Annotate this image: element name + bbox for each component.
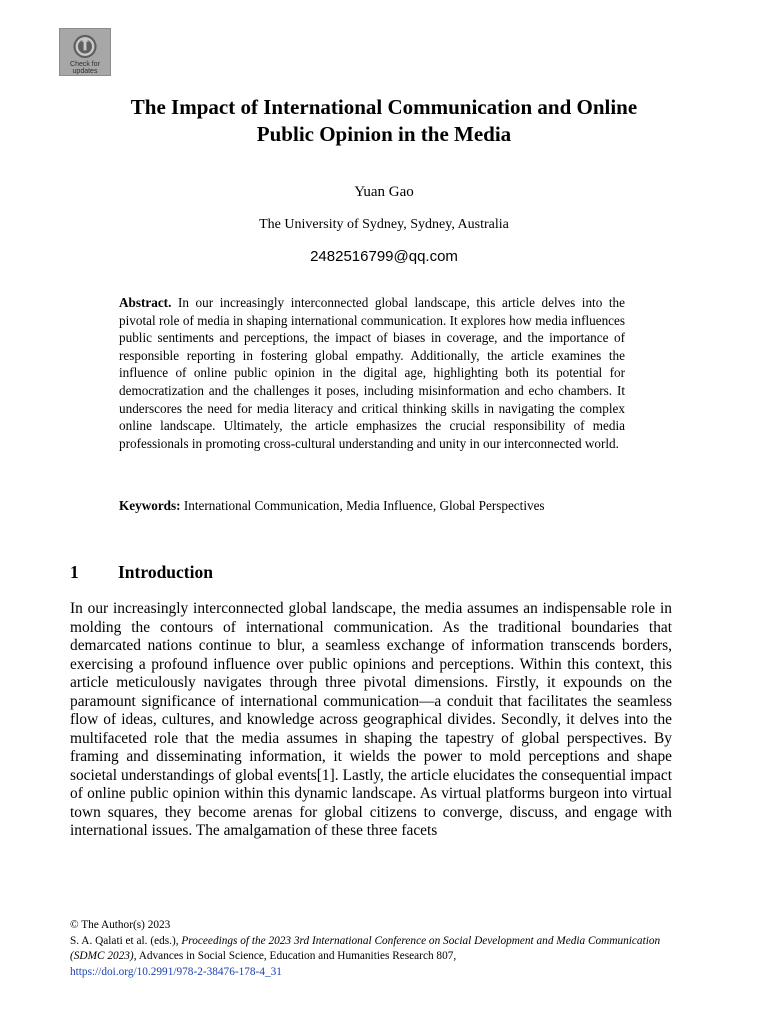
paper-title xyxy=(40,94,728,148)
body-paragraph: In our increasingly interconnected global landscape, the media assumes an indispensable role in molding the contours of international communication. As the traditional boundaries that demarcated nations continue to blur, a seamless exchange of information transcends borders, exercising a profound influence over public opinions and perceptions. Within this context, this article meticulously navigates through three pivotal dimensions. Firstly, it expounds on the paramount significance of international communication—a conduit that facilitates the seamless flow of ideas, cultures, and knowledge across geographical divides. Secondly, it delves into the multifaceted role that the media assumes in shaping the tapestry of global perspectives. By framing and disseminating information, it wields the power to mold perceptions and shape societal understandings of global events[1]. Lastly, the article elucidates the consequential impact of online public opinion within this dynamic landscape. As virtual platforms burgeon into virtual town squares, they become arenas for global citizens to converge, discuss, and engage with international issues. The amalgamation of these three facets xyxy=(70,600,672,839)
keywords xyxy=(119,497,625,515)
citation-series: , Advances in Social Science, Education and Humanities Research 807, xyxy=(133,950,457,963)
section-title: Introduction xyxy=(118,562,213,582)
check-for-updates-label: Check for updates xyxy=(70,61,100,75)
abstract-label: Abstract. xyxy=(119,295,172,310)
abstract xyxy=(119,294,625,452)
check-for-updates-icon xyxy=(71,33,99,60)
footnote xyxy=(70,918,690,980)
copyright-line: © The Author(s) 2023 xyxy=(70,919,171,931)
author-email[interactable]: 2482516799@qq.com xyxy=(310,248,458,265)
check-for-updates-badge[interactable] xyxy=(59,28,111,76)
citation-editors: S. A. Qalati et al. (eds.), xyxy=(70,934,182,947)
author-name: Yuan Gao xyxy=(354,184,414,200)
paper-title-line-2: Public Opinion in the Media xyxy=(256,122,512,146)
author-affiliation: The University of Sydney, Sydney, Australia xyxy=(259,217,509,232)
section-number: 1 xyxy=(70,562,79,582)
keywords-label: Keywords: xyxy=(119,498,181,513)
citation-proceedings: Proceedings of the 2023 3rd International Conference on Social Development and Media Communication (SDMC 2023) xyxy=(70,934,661,963)
keywords-text: International Communication, Media Influence, Global Perspectives xyxy=(180,498,545,513)
citation-line xyxy=(70,934,690,965)
doi-link[interactable]: https://doi.org/10.2991/978-2-38476-178-4_31 xyxy=(70,965,282,978)
paper-title-line-1: The Impact of International Communication and Online xyxy=(130,95,638,119)
abstract-text: In our increasingly interconnected global landscape, this article delves into the pivotal role of media in shaping international communication. It explores how media influences public sentiments and perceptions, the impact of biases in coverage, and the importance of responsible reporting in fostering global empathy. Additionally, the article examines the influence of online public opinion in the digital age, highlighting both its potential for democratization and the challenges it poses, including misinformation and echo chambers. It underscores the need for media literacy and critical thinking skills in navigating the complex online landscape. Ultimately, the article emphasizes the crucial responsibility of media professionals in promoting cross-cultural understanding and unity in our interconnected world. xyxy=(119,295,625,451)
section-heading xyxy=(70,561,213,583)
